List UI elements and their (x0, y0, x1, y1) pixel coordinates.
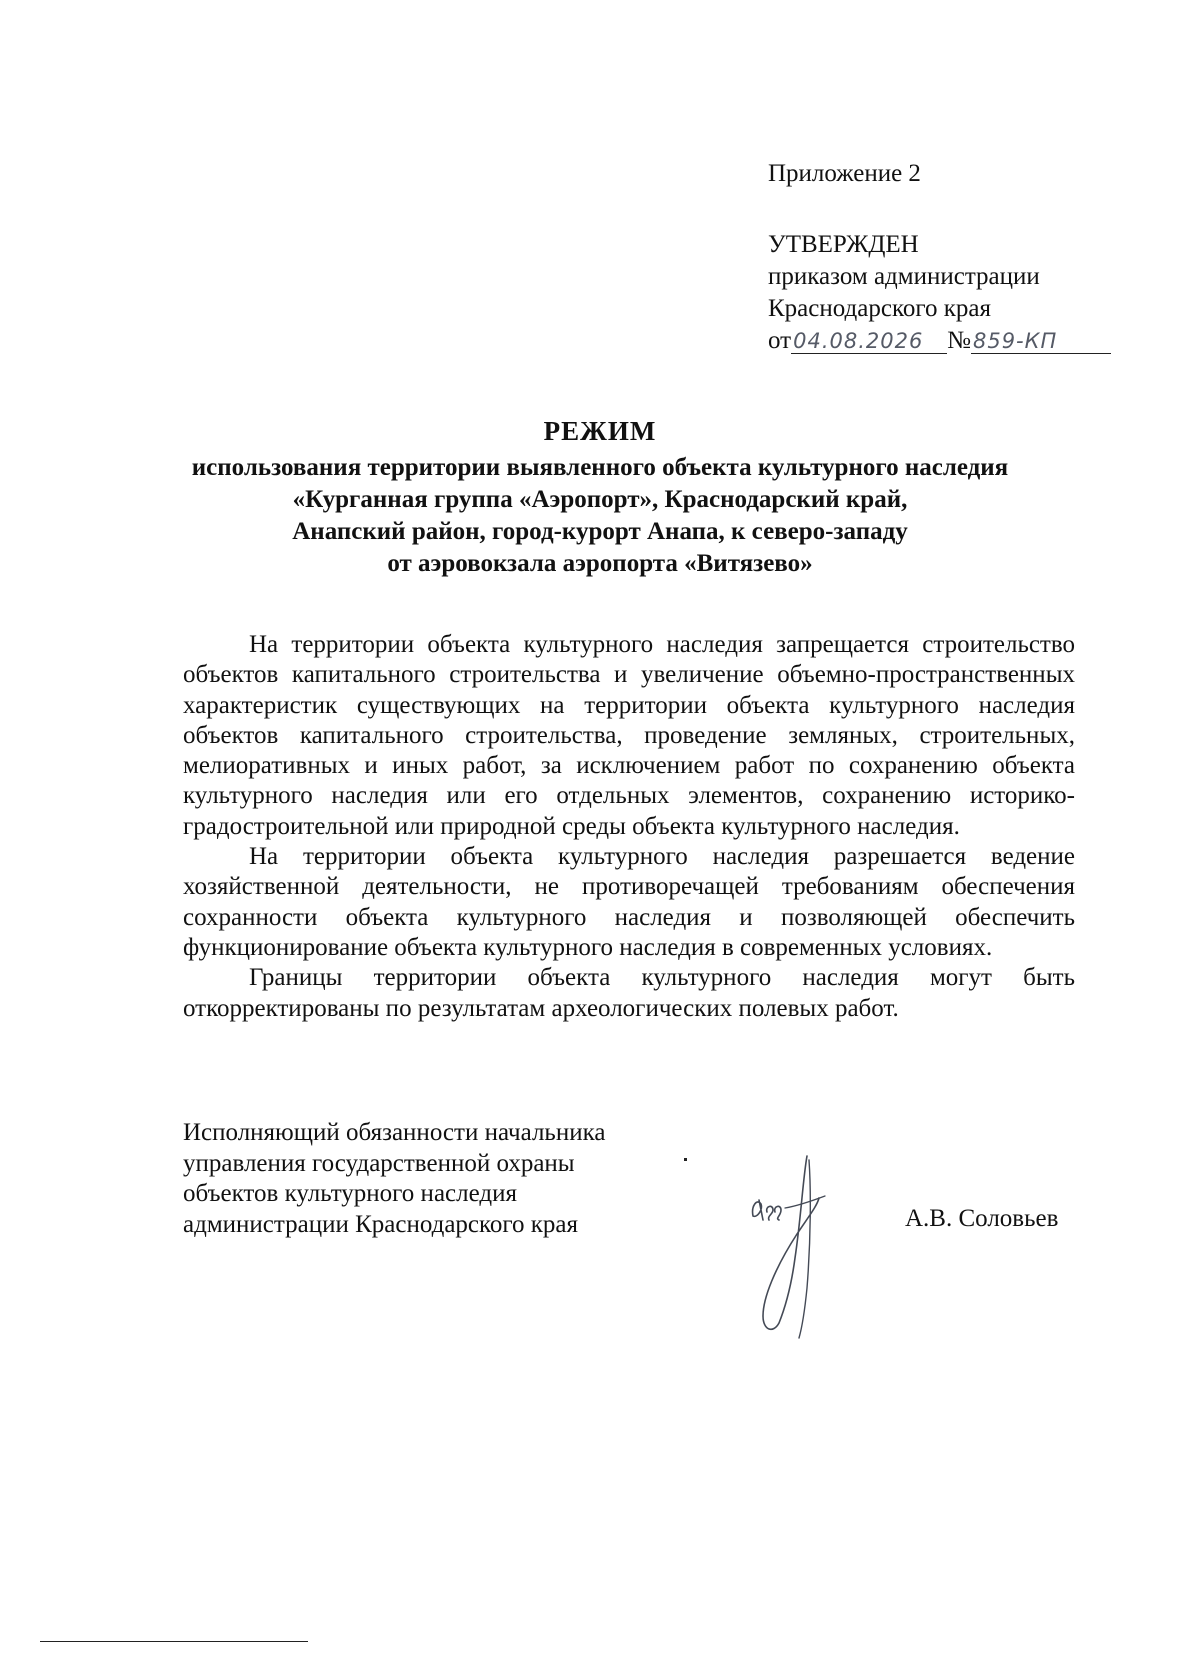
signatory-position (183, 1118, 605, 1240)
document-body (183, 630, 1075, 1024)
approval-line-1: приказом администрации (768, 263, 1040, 290)
stray-dot-mark (684, 1158, 687, 1161)
approved-label: УТВЕРЖДЕН (768, 231, 919, 258)
number-label: № (947, 327, 971, 354)
handwritten-date: 04.08.2026 (791, 329, 947, 354)
signer-name: А.В. Соловьев (905, 1205, 1059, 1232)
body-paragraph-3: Границы территории объекта культурного наследия могут быть откорректированы по результатам археологических полевых работ. (183, 964, 1075, 1022)
signatory-line-4: администрации Краснодарского края (183, 1210, 579, 1238)
handwritten-number: 859-КП (971, 329, 1111, 354)
signatory-line-2: управления государственной охраны (183, 1149, 575, 1177)
signatory-line-1: Исполняющий обязанности начальника (183, 1119, 606, 1146)
title-line-2: «Курганная группа «Аэропорт», Краснодарский край, (292, 486, 908, 513)
approval-date-line (768, 325, 1111, 357)
title-line-4: от аэровокзала аэропорта «Витязево» (387, 550, 813, 577)
footer-divider (40, 1641, 308, 1642)
document-title (150, 415, 1050, 580)
title-main: РЕЖИМ (543, 416, 657, 446)
approval-line-2: Краснодарского края (768, 295, 991, 322)
approval-block (768, 158, 1111, 357)
from-label: от (768, 327, 792, 354)
body-paragraph-1: На территории объекта культурного наследия запрещается строительство объектов капитального строительства и увеличение объемно-пространственных характеристик существующих на территории объекта культурного наследия объектов капитального строительства, проведение земляных, строительных, мелиоративных и иных работ, за исключением работ по сохранению объекта культурного наследия или его отдельных элементов, сохранению историко-градостроительной или природной среды объекта культурного наследия. (183, 631, 1075, 840)
appendix-label: Приложение 2 (768, 160, 921, 187)
title-line-1: использования территории выявленного объекта культурного наследия (191, 454, 1009, 481)
handwritten-signature (745, 1148, 860, 1348)
body-paragraph-2: На территории объекта культурного наследия разрешается ведение хозяйственной деятельности, не противоречащей требованиям обеспечения сохранности объекта культурного наследия и позволяющей обеспечить функционирование объекта культурного наследия в современных условиях. (183, 843, 1075, 961)
signatory-line-3: объектов культурного наследия (183, 1180, 517, 1207)
title-line-3: Анапский район, город-курорт Анапа, к северо-западу (292, 518, 908, 545)
